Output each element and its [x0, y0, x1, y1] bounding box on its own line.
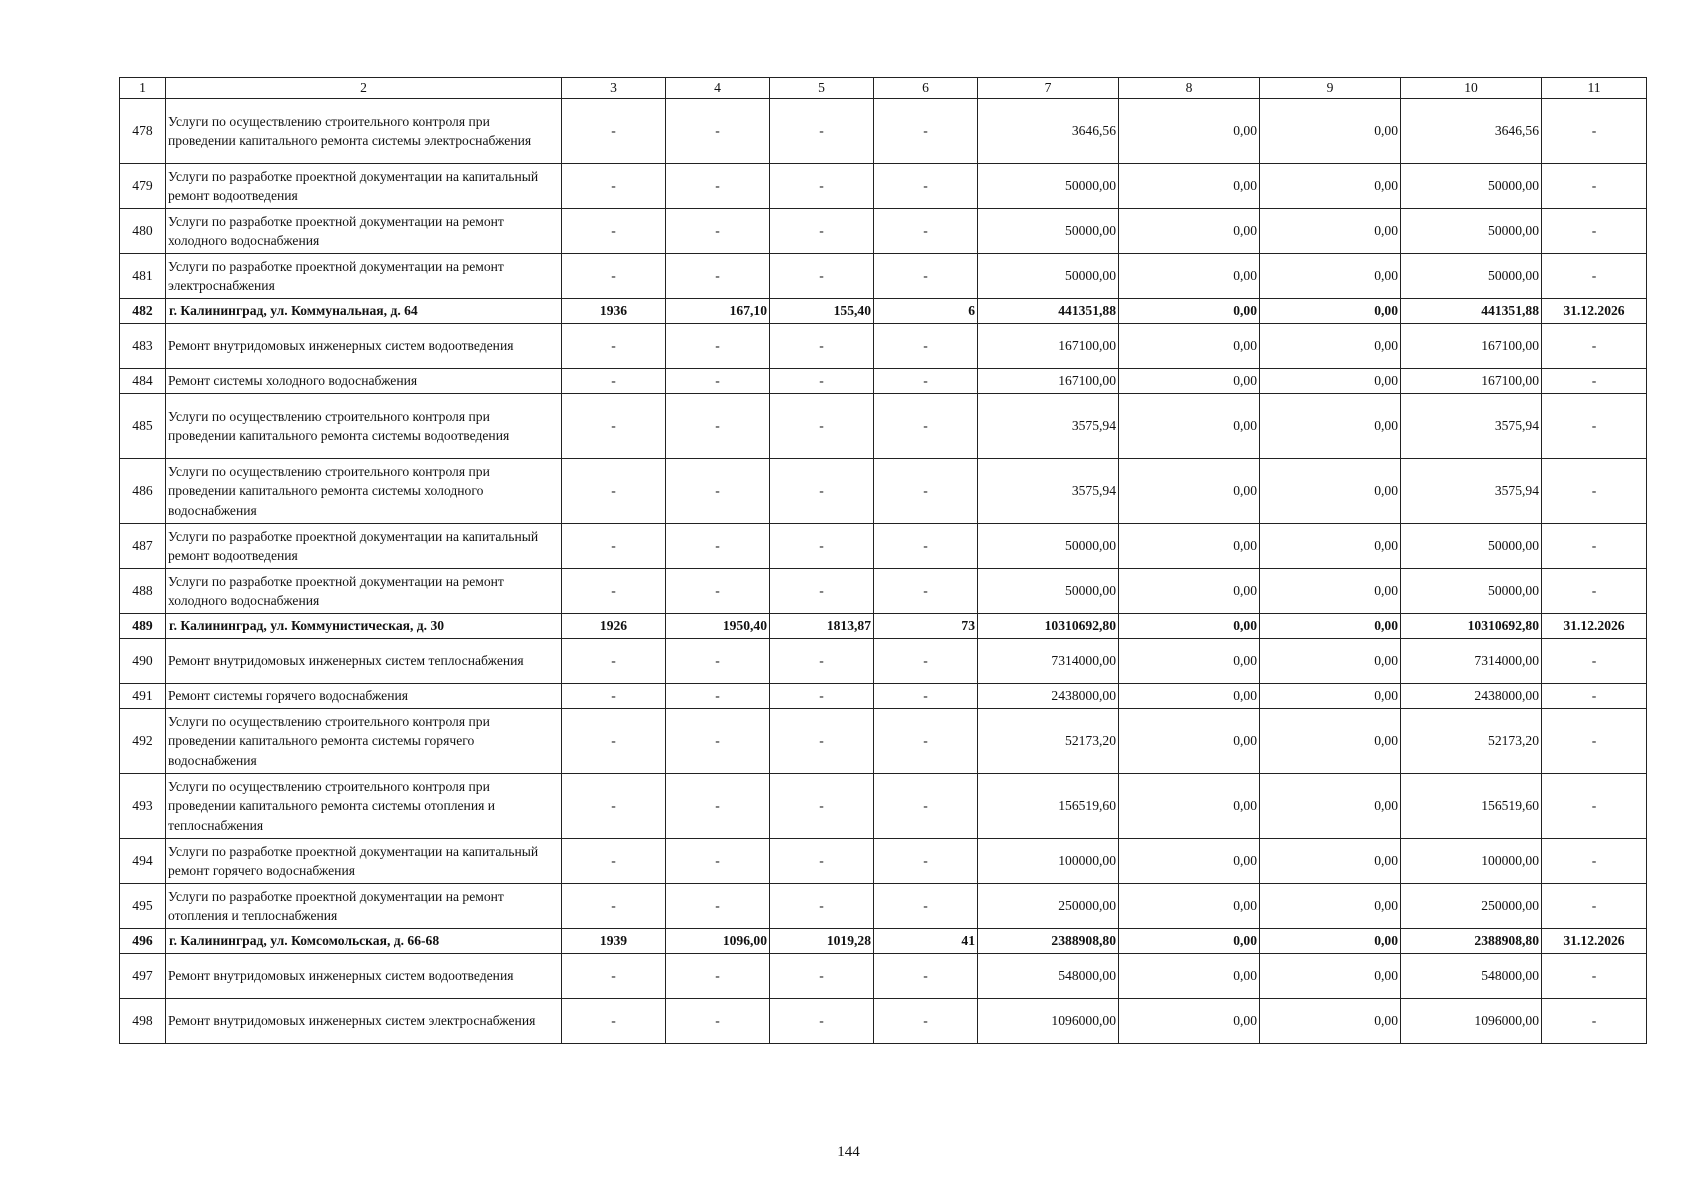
description-cell: г. Калининград, ул. Комсомольская, д. 66-68 — [166, 929, 562, 954]
residents-cell: - — [874, 209, 978, 254]
year-cell: - — [562, 569, 666, 614]
budget-cost-cell: 0,00 — [1260, 254, 1401, 299]
residents-cell: - — [874, 774, 978, 839]
residents-cell: - — [874, 324, 978, 369]
area-total-cell: 1096,00 — [666, 929, 770, 954]
area-total-cell: 1950,40 — [666, 614, 770, 639]
row-number-cell: 481 — [120, 254, 166, 299]
fund-cost-cell: 0,00 — [1119, 299, 1260, 324]
year-cell: - — [562, 684, 666, 709]
area-living-cell: - — [770, 99, 874, 164]
residents-cell: - — [874, 639, 978, 684]
row-number-cell: 496 — [120, 929, 166, 954]
area-living-cell: 1813,87 — [770, 614, 874, 639]
fund-cost-cell: 0,00 — [1119, 684, 1260, 709]
row-number-cell: 495 — [120, 884, 166, 929]
owner-cost-cell: 50000,00 — [1401, 164, 1542, 209]
table-row — [120, 999, 1647, 1044]
column-number: 9 — [1260, 78, 1401, 99]
fund-cost-cell: 0,00 — [1119, 774, 1260, 839]
total-cost-cell: 250000,00 — [978, 884, 1119, 929]
fund-cost-cell: 0,00 — [1119, 569, 1260, 614]
table-row — [120, 839, 1647, 884]
description-cell: Услуги по разработке проектной документации на капитальный ремонт водоотведения — [166, 164, 562, 209]
deadline-cell: - — [1542, 884, 1647, 929]
owner-cost-cell: 441351,88 — [1401, 299, 1542, 324]
total-cost-cell: 7314000,00 — [978, 639, 1119, 684]
area-total-cell: - — [666, 839, 770, 884]
residents-cell: 41 — [874, 929, 978, 954]
deadline-cell: - — [1542, 394, 1647, 459]
residents-cell: - — [874, 709, 978, 774]
owner-cost-cell: 50000,00 — [1401, 209, 1542, 254]
residents-cell: 73 — [874, 614, 978, 639]
table-row — [120, 254, 1647, 299]
description-cell: Ремонт внутридомовых инженерных систем теплоснабжения — [166, 639, 562, 684]
deadline-cell: - — [1542, 99, 1647, 164]
table-row — [120, 684, 1647, 709]
budget-cost-cell: 0,00 — [1260, 839, 1401, 884]
area-total-cell: - — [666, 999, 770, 1044]
residents-cell: - — [874, 884, 978, 929]
deadline-cell: 31.12.2026 — [1542, 614, 1647, 639]
row-number-cell: 487 — [120, 524, 166, 569]
area-total-cell: - — [666, 639, 770, 684]
owner-cost-cell: 3575,94 — [1401, 394, 1542, 459]
fund-cost-cell: 0,00 — [1119, 954, 1260, 999]
total-cost-cell: 3575,94 — [978, 459, 1119, 524]
total-cost-cell: 100000,00 — [978, 839, 1119, 884]
total-cost-cell: 3575,94 — [978, 394, 1119, 459]
table-row — [120, 884, 1647, 929]
total-cost-cell: 441351,88 — [978, 299, 1119, 324]
area-total-cell: - — [666, 164, 770, 209]
row-number-cell: 483 — [120, 324, 166, 369]
residents-cell: - — [874, 999, 978, 1044]
area-living-cell: - — [770, 999, 874, 1044]
description-cell: Услуги по осуществлению строительного контроля при проведении капитального ремонта системы горячего водоснабжения — [166, 709, 562, 774]
description-cell: Услуги по разработке проектной документации на ремонт отопления и теплоснабжения — [166, 884, 562, 929]
area-total-cell: - — [666, 884, 770, 929]
area-total-cell: - — [666, 394, 770, 459]
deadline-cell: - — [1542, 164, 1647, 209]
area-total-cell: - — [666, 254, 770, 299]
area-total-cell: - — [666, 709, 770, 774]
owner-cost-cell: 250000,00 — [1401, 884, 1542, 929]
row-number-cell: 491 — [120, 684, 166, 709]
area-living-cell: - — [770, 369, 874, 394]
year-cell: - — [562, 459, 666, 524]
description-cell: Ремонт внутридомовых инженерных систем водоотведения — [166, 324, 562, 369]
description-cell: Ремонт внутридомовых инженерных систем водоотведения — [166, 954, 562, 999]
fund-cost-cell: 0,00 — [1119, 839, 1260, 884]
year-cell: 1936 — [562, 299, 666, 324]
column-number: 11 — [1542, 78, 1647, 99]
owner-cost-cell: 548000,00 — [1401, 954, 1542, 999]
year-cell: - — [562, 709, 666, 774]
table-row — [120, 639, 1647, 684]
year-cell: - — [562, 999, 666, 1044]
deadline-cell: - — [1542, 954, 1647, 999]
total-cost-cell: 50000,00 — [978, 209, 1119, 254]
budget-cost-cell: 0,00 — [1260, 709, 1401, 774]
row-number-cell: 486 — [120, 459, 166, 524]
column-number: 10 — [1401, 78, 1542, 99]
area-living-cell: - — [770, 524, 874, 569]
row-number-cell: 494 — [120, 839, 166, 884]
fund-cost-cell: 0,00 — [1119, 614, 1260, 639]
area-living-cell: - — [770, 639, 874, 684]
deadline-cell: - — [1542, 639, 1647, 684]
table-row — [120, 524, 1647, 569]
area-living-cell: - — [770, 209, 874, 254]
fund-cost-cell: 0,00 — [1119, 394, 1260, 459]
row-number-cell: 498 — [120, 999, 166, 1044]
residents-cell: - — [874, 99, 978, 164]
description-cell: г. Калининград, ул. Коммунистическая, д. 30 — [166, 614, 562, 639]
owner-cost-cell: 3575,94 — [1401, 459, 1542, 524]
fund-cost-cell: 0,00 — [1119, 369, 1260, 394]
area-living-cell: - — [770, 164, 874, 209]
residents-cell: - — [874, 164, 978, 209]
deadline-cell: - — [1542, 459, 1647, 524]
fund-cost-cell: 0,00 — [1119, 324, 1260, 369]
budget-cost-cell: 0,00 — [1260, 684, 1401, 709]
deadline-cell: - — [1542, 209, 1647, 254]
owner-cost-cell: 167100,00 — [1401, 324, 1542, 369]
budget-cost-cell: 0,00 — [1260, 164, 1401, 209]
description-cell: Услуги по разработке проектной документации на капитальный ремонт водоотведения — [166, 524, 562, 569]
area-total-cell: - — [666, 774, 770, 839]
residents-cell: - — [874, 839, 978, 884]
area-living-cell: - — [770, 324, 874, 369]
residents-cell: - — [874, 254, 978, 299]
deadline-cell: - — [1542, 569, 1647, 614]
owner-cost-cell: 156519,60 — [1401, 774, 1542, 839]
fund-cost-cell: 0,00 — [1119, 709, 1260, 774]
page-number: 144 — [837, 1144, 860, 1160]
row-number-cell: 480 — [120, 209, 166, 254]
budget-cost-cell: 0,00 — [1260, 954, 1401, 999]
address-row — [120, 614, 1647, 639]
table-row — [120, 99, 1647, 164]
column-number: 7 — [978, 78, 1119, 99]
area-living-cell: 155,40 — [770, 299, 874, 324]
year-cell: - — [562, 394, 666, 459]
area-living-cell: 1019,28 — [770, 929, 874, 954]
fund-cost-cell: 0,00 — [1119, 524, 1260, 569]
description-cell: Услуги по разработке проектной документации на ремонт электроснабжения — [166, 254, 562, 299]
owner-cost-cell: 7314000,00 — [1401, 639, 1542, 684]
deadline-cell: - — [1542, 524, 1647, 569]
residents-cell: - — [874, 459, 978, 524]
fund-cost-cell: 0,00 — [1119, 459, 1260, 524]
fund-cost-cell: 0,00 — [1119, 254, 1260, 299]
column-number: 1 — [120, 78, 166, 99]
column-number: 5 — [770, 78, 874, 99]
table-row — [120, 369, 1647, 394]
total-cost-cell: 2438000,00 — [978, 684, 1119, 709]
year-cell: - — [562, 639, 666, 684]
area-living-cell: - — [770, 884, 874, 929]
budget-cost-cell: 0,00 — [1260, 299, 1401, 324]
table-row — [120, 569, 1647, 614]
row-number-cell: 485 — [120, 394, 166, 459]
year-cell: - — [562, 324, 666, 369]
total-cost-cell: 52173,20 — [978, 709, 1119, 774]
budget-cost-cell: 0,00 — [1260, 569, 1401, 614]
row-number-cell: 484 — [120, 369, 166, 394]
year-cell: - — [562, 164, 666, 209]
owner-cost-cell: 2438000,00 — [1401, 684, 1542, 709]
year-cell: - — [562, 839, 666, 884]
total-cost-cell: 156519,60 — [978, 774, 1119, 839]
fund-cost-cell: 0,00 — [1119, 929, 1260, 954]
year-cell: - — [562, 524, 666, 569]
table-row — [120, 774, 1647, 839]
budget-cost-cell: 0,00 — [1260, 99, 1401, 164]
owner-cost-cell: 50000,00 — [1401, 569, 1542, 614]
budget-cost-cell: 0,00 — [1260, 459, 1401, 524]
total-cost-cell: 50000,00 — [978, 524, 1119, 569]
works-table — [119, 77, 1647, 1044]
area-total-cell: - — [666, 569, 770, 614]
fund-cost-cell: 0,00 — [1119, 884, 1260, 929]
description-cell: Ремонт внутридомовых инженерных систем электроснабжения — [166, 999, 562, 1044]
owner-cost-cell: 10310692,80 — [1401, 614, 1542, 639]
total-cost-cell: 2388908,80 — [978, 929, 1119, 954]
residents-cell: - — [874, 684, 978, 709]
row-number-cell: 492 — [120, 709, 166, 774]
description-cell: Услуги по осуществлению строительного контроля при проведении капитального ремонта системы электроснабжения — [166, 99, 562, 164]
owner-cost-cell: 1096000,00 — [1401, 999, 1542, 1044]
owner-cost-cell: 50000,00 — [1401, 524, 1542, 569]
residents-cell: - — [874, 394, 978, 459]
fund-cost-cell: 0,00 — [1119, 639, 1260, 684]
row-number-cell: 479 — [120, 164, 166, 209]
budget-cost-cell: 0,00 — [1260, 324, 1401, 369]
table-row — [120, 209, 1647, 254]
budget-cost-cell: 0,00 — [1260, 639, 1401, 684]
area-total-cell: - — [666, 99, 770, 164]
budget-cost-cell: 0,00 — [1260, 614, 1401, 639]
deadline-cell: - — [1542, 254, 1647, 299]
description-cell: Услуги по разработке проектной документации на капитальный ремонт горячего водоснабжения — [166, 839, 562, 884]
row-number-cell: 488 — [120, 569, 166, 614]
budget-cost-cell: 0,00 — [1260, 394, 1401, 459]
deadline-cell: - — [1542, 999, 1647, 1044]
budget-cost-cell: 0,00 — [1260, 209, 1401, 254]
column-number: 4 — [666, 78, 770, 99]
area-living-cell: - — [770, 774, 874, 839]
fund-cost-cell: 0,00 — [1119, 164, 1260, 209]
year-cell: 1939 — [562, 929, 666, 954]
description-cell: Услуги по разработке проектной документации на ремонт холодного водоснабжения — [166, 209, 562, 254]
table-row — [120, 954, 1647, 999]
year-cell: - — [562, 99, 666, 164]
description-cell: г. Калининград, ул. Коммунальная, д. 64 — [166, 299, 562, 324]
budget-cost-cell: 0,00 — [1260, 929, 1401, 954]
area-living-cell: - — [770, 839, 874, 884]
total-cost-cell: 50000,00 — [978, 254, 1119, 299]
total-cost-cell: 548000,00 — [978, 954, 1119, 999]
owner-cost-cell: 3646,56 — [1401, 99, 1542, 164]
residents-cell: - — [874, 369, 978, 394]
row-number-cell: 493 — [120, 774, 166, 839]
residents-cell: - — [874, 524, 978, 569]
fund-cost-cell: 0,00 — [1119, 99, 1260, 164]
address-row — [120, 299, 1647, 324]
description-cell: Услуги по осуществлению строительного контроля при проведении капитального ремонта системы водоотведения — [166, 394, 562, 459]
area-total-cell: - — [666, 369, 770, 394]
year-cell: - — [562, 254, 666, 299]
owner-cost-cell: 100000,00 — [1401, 839, 1542, 884]
area-living-cell: - — [770, 459, 874, 524]
column-number: 8 — [1119, 78, 1260, 99]
total-cost-cell: 167100,00 — [978, 369, 1119, 394]
deadline-cell: 31.12.2026 — [1542, 929, 1647, 954]
total-cost-cell: 50000,00 — [978, 569, 1119, 614]
deadline-cell: - — [1542, 839, 1647, 884]
owner-cost-cell: 52173,20 — [1401, 709, 1542, 774]
budget-cost-cell: 0,00 — [1260, 884, 1401, 929]
area-total-cell: - — [666, 459, 770, 524]
area-living-cell: - — [770, 394, 874, 459]
table-row — [120, 394, 1647, 459]
area-living-cell: - — [770, 684, 874, 709]
deadline-cell: 31.12.2026 — [1542, 299, 1647, 324]
total-cost-cell: 1096000,00 — [978, 999, 1119, 1044]
total-cost-cell: 167100,00 — [978, 324, 1119, 369]
description-cell: Услуги по осуществлению строительного контроля при проведении капитального ремонта системы холодного водоснабжения — [166, 459, 562, 524]
deadline-cell: - — [1542, 369, 1647, 394]
row-number-cell: 490 — [120, 639, 166, 684]
table-row — [120, 164, 1647, 209]
column-number: 3 — [562, 78, 666, 99]
row-number-cell: 489 — [120, 614, 166, 639]
column-number-row — [120, 78, 1647, 99]
description-cell: Ремонт системы горячего водоснабжения — [166, 684, 562, 709]
residents-cell: 6 — [874, 299, 978, 324]
owner-cost-cell: 50000,00 — [1401, 254, 1542, 299]
area-total-cell: - — [666, 209, 770, 254]
row-number-cell: 482 — [120, 299, 166, 324]
description-cell: Услуги по разработке проектной документации на ремонт холодного водоснабжения — [166, 569, 562, 614]
budget-cost-cell: 0,00 — [1260, 524, 1401, 569]
year-cell: 1926 — [562, 614, 666, 639]
table-row — [120, 709, 1647, 774]
deadline-cell: - — [1542, 709, 1647, 774]
area-living-cell: - — [770, 954, 874, 999]
deadline-cell: - — [1542, 684, 1647, 709]
deadline-cell: - — [1542, 774, 1647, 839]
deadline-cell: - — [1542, 324, 1647, 369]
residents-cell: - — [874, 569, 978, 614]
residents-cell: - — [874, 954, 978, 999]
owner-cost-cell: 2388908,80 — [1401, 929, 1542, 954]
area-living-cell: - — [770, 569, 874, 614]
budget-cost-cell: 0,00 — [1260, 774, 1401, 839]
owner-cost-cell: 167100,00 — [1401, 369, 1542, 394]
table-row — [120, 459, 1647, 524]
address-row — [120, 929, 1647, 954]
area-total-cell: - — [666, 324, 770, 369]
total-cost-cell: 50000,00 — [978, 164, 1119, 209]
area-total-cell: - — [666, 954, 770, 999]
area-living-cell: - — [770, 254, 874, 299]
year-cell: - — [562, 369, 666, 394]
area-living-cell: - — [770, 709, 874, 774]
year-cell: - — [562, 774, 666, 839]
year-cell: - — [562, 209, 666, 254]
total-cost-cell: 3646,56 — [978, 99, 1119, 164]
table-row — [120, 324, 1647, 369]
column-number: 6 — [874, 78, 978, 99]
year-cell: - — [562, 884, 666, 929]
area-total-cell: - — [666, 684, 770, 709]
year-cell: - — [562, 954, 666, 999]
total-cost-cell: 10310692,80 — [978, 614, 1119, 639]
budget-cost-cell: 0,00 — [1260, 369, 1401, 394]
area-total-cell: 167,10 — [666, 299, 770, 324]
row-number-cell: 478 — [120, 99, 166, 164]
fund-cost-cell: 0,00 — [1119, 999, 1260, 1044]
area-total-cell: - — [666, 524, 770, 569]
description-cell: Услуги по осуществлению строительного контроля при проведении капитального ремонта системы отопления и теплоснабжения — [166, 774, 562, 839]
budget-cost-cell: 0,00 — [1260, 999, 1401, 1044]
fund-cost-cell: 0,00 — [1119, 209, 1260, 254]
column-number: 2 — [166, 78, 562, 99]
row-number-cell: 497 — [120, 954, 166, 999]
description-cell: Ремонт системы холодного водоснабжения — [166, 369, 562, 394]
